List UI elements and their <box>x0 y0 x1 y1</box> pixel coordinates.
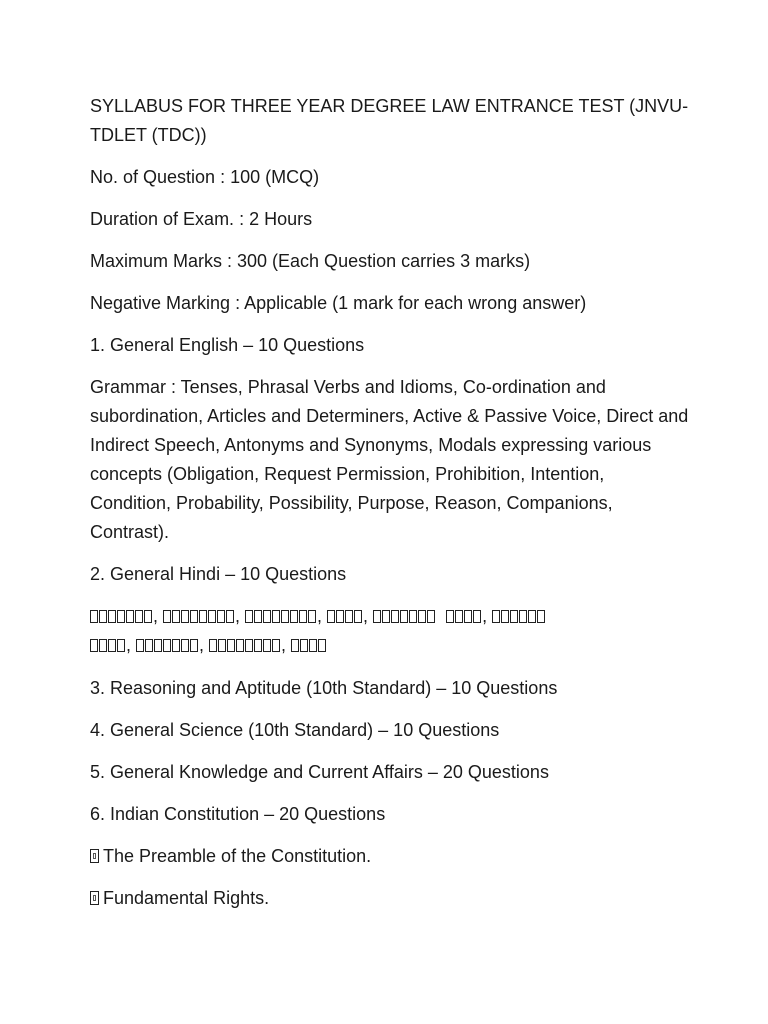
missing-glyph-bullet-icon <box>90 891 99 905</box>
english-grammar-topics: Grammar : Tenses, Phrasal Verbs and Idioms, Co-ordination and subordination, Articles and Determiners, Active & Passive Voice, Direct and Indirect Speech, Antonyms and Synonyms, Modals expressing various concepts (Obligation, Request Permission, Prohibition, Intention, Condition, Probability, Possibility, Purpose, Reason, Companions, Contrast). <box>90 377 689 542</box>
section-heading-english: 1. General English – 10 Questions <box>90 335 365 355</box>
section-heading-science: 4. General Science (10th Standard) – 10 Questions <box>90 720 500 740</box>
missing-glyph-run <box>291 631 327 660</box>
section-heading-hindi: 2. General Hindi – 10 Questions <box>90 564 347 584</box>
section-heading-constitution: 6. Indian Constitution – 20 Questions <box>90 804 386 824</box>
missing-glyph-run <box>90 602 153 631</box>
missing-glyph-run <box>327 602 363 631</box>
question-count: No. of Question : 100 (MCQ) <box>90 167 320 187</box>
hindi-topics-missing-glyphs <box>90 602 690 660</box>
exam-duration: Duration of Exam. : 2 Hours <box>90 209 313 229</box>
missing-glyph-run <box>90 631 126 660</box>
negative-marking: Negative Marking : Applicable (1 mark for each wrong answer) <box>90 293 587 313</box>
missing-glyph-run <box>163 602 235 631</box>
maximum-marks: Maximum Marks : 300 (Each Question carries 3 marks) <box>90 251 531 271</box>
missing-glyph-run <box>245 602 317 631</box>
missing-glyph-run <box>446 602 482 631</box>
hindi-topics-line-1: , , , , , <box>90 602 690 631</box>
constitution-item <box>90 884 690 913</box>
missing-glyph-run <box>136 631 199 660</box>
section-heading-gk: 5. General Knowledge and Current Affairs – 20 Questions <box>90 762 549 782</box>
constitution-item-text: The Preamble of the Constitution. <box>103 846 372 866</box>
missing-glyph-bullet-icon <box>90 849 99 863</box>
document-page <box>90 92 690 926</box>
constitution-item-text: Fundamental Rights. <box>103 888 270 908</box>
section-heading-reasoning: 3. Reasoning and Aptitude (10th Standard) – 10 Questions <box>90 678 558 698</box>
missing-glyph-run <box>209 631 281 660</box>
missing-glyph-run <box>492 602 546 631</box>
hindi-topics-line-2: , , , <box>90 631 690 660</box>
document-title: SYLLABUS FOR THREE YEAR DEGREE LAW ENTRANCE TEST (JNVU-TDLET (TDC)) <box>90 96 689 145</box>
constitution-item <box>90 842 690 871</box>
missing-glyph-run <box>373 602 436 631</box>
